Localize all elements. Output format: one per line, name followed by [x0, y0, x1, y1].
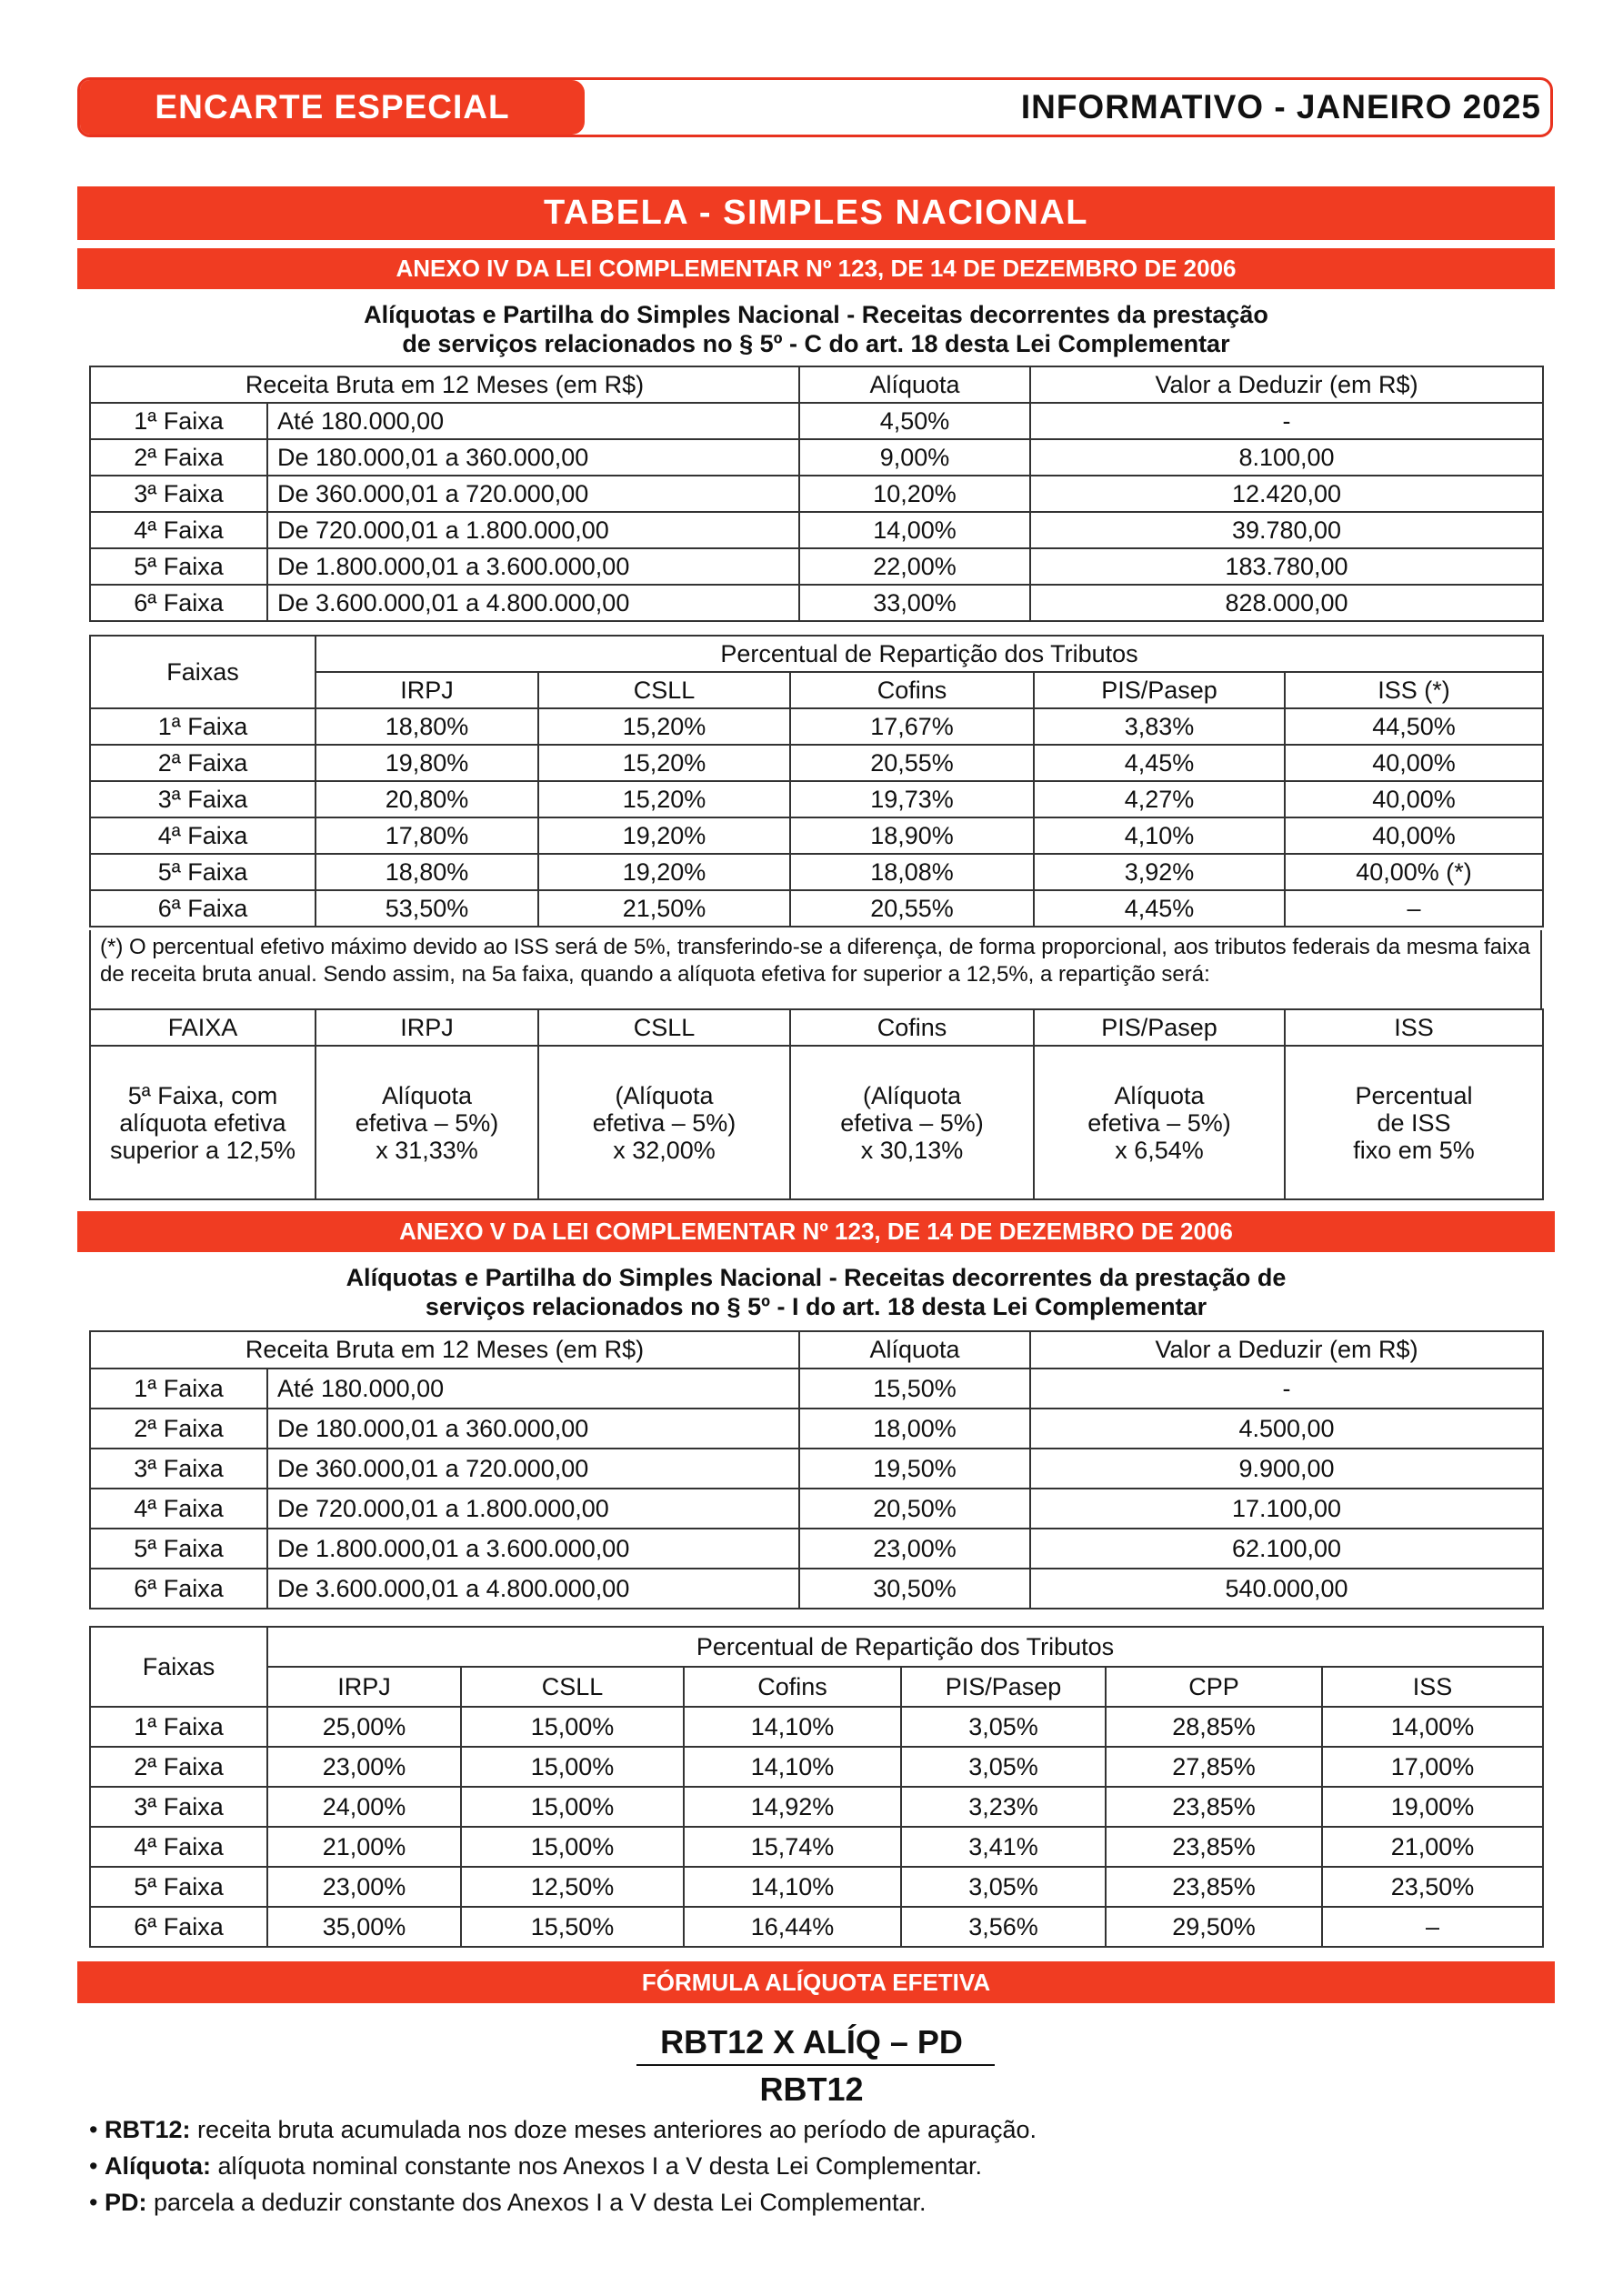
- percent-cell: 3,05%: [901, 1867, 1106, 1907]
- percent-cell: 19,20%: [538, 817, 790, 854]
- header-informativo-label: INFORMATIVO - JANEIRO 2025: [1020, 88, 1541, 125]
- anexo5-subtitle: [77, 1263, 1555, 1321]
- faixa-label: 5ª Faixa: [90, 1867, 267, 1907]
- col-header-pispasep: PIS/Pasep: [1034, 672, 1285, 708]
- col-header-irpj: IRPJ: [316, 1009, 538, 1046]
- faixa5-cell-line: alíquota efetiva: [119, 1108, 286, 1137]
- percent-cell: 20,55%: [790, 745, 1034, 781]
- percent-cell: 19,73%: [790, 781, 1034, 817]
- receita-range: De 720.000,01 a 1.800.000,00: [267, 512, 799, 548]
- bullet: •: [89, 2152, 105, 2180]
- table-row: [90, 708, 1543, 745]
- table-header-row: [90, 366, 1543, 403]
- faixa-label: 3ª Faixa: [90, 1787, 267, 1827]
- percent-cell: 40,00%: [1285, 781, 1543, 817]
- anexo4-subtitle-line1: Alíquotas e Partilha do Simples Nacional - Receitas decorrentes da prestação: [364, 301, 1268, 328]
- faixa5-cell-line: efetiva – 5%): [355, 1108, 499, 1137]
- col-header-group: Percentual de Repartição dos Tributos: [267, 1627, 1543, 1667]
- table-row: [90, 1409, 1543, 1449]
- percent-cell: –: [1285, 890, 1543, 927]
- percent-cell: 18,90%: [790, 817, 1034, 854]
- col-header-receita: Receita Bruta em 12 Meses (em R$): [90, 1331, 799, 1369]
- percent-cell: 15,20%: [538, 708, 790, 745]
- faixa5-cell-line: (Alíquota: [615, 1081, 714, 1109]
- faixa5-cell-line: x 6,54%: [1115, 1136, 1204, 1164]
- definition-term: Alíquota:: [104, 2152, 211, 2180]
- table-header-row: [90, 1627, 1543, 1667]
- table-row: [90, 1787, 1543, 1827]
- faixa-label: 4ª Faixa: [90, 1489, 267, 1529]
- aliquota-value: 9,00%: [799, 439, 1030, 476]
- definition-text: receita bruta acumulada nos doze meses anteriores ao período de apuração.: [190, 2116, 1037, 2143]
- definition-term: RBT12:: [104, 2116, 191, 2143]
- percent-cell: 15,00%: [461, 1827, 684, 1867]
- formula-definitions: [89, 2111, 1037, 2221]
- formula-numerator: RBT12 X ALÍQ – PD: [660, 2023, 963, 2060]
- percent-cell: 35,00%: [267, 1907, 461, 1947]
- faixa5-cell-line: Percentual: [1355, 1081, 1473, 1109]
- definition-text: alíquota nominal constante nos Anexos I a V desta Lei Complementar.: [210, 2152, 982, 2180]
- table-row: [90, 1747, 1543, 1787]
- faixa-label: 6ª Faixa: [90, 890, 316, 927]
- table-row: [90, 854, 1543, 890]
- col-header-iss: ISS: [1322, 1667, 1543, 1707]
- faixa5-cell-line: x 30,13%: [860, 1136, 964, 1164]
- col-header-irpj: IRPJ: [267, 1667, 461, 1707]
- percent-cell: 17,80%: [316, 817, 538, 854]
- percent-cell: 29,50%: [1106, 1907, 1322, 1947]
- aliquota-value: 20,50%: [799, 1489, 1030, 1529]
- percent-cell: 3,41%: [901, 1827, 1106, 1867]
- percent-cell: 15,50%: [461, 1907, 684, 1947]
- percent-cell: 14,00%: [1322, 1707, 1543, 1747]
- faixa5-cell-line: fixo em 5%: [1353, 1136, 1475, 1164]
- percent-cell: 15,00%: [461, 1787, 684, 1827]
- receita-range: De 3.600.000,01 a 4.800.000,00: [267, 585, 799, 621]
- definition-item: [89, 2111, 1037, 2148]
- percent-cell: 3,23%: [901, 1787, 1106, 1827]
- faixa5-cell-line: (Alíquota: [862, 1081, 962, 1109]
- faixa-label: 6ª Faixa: [90, 1907, 267, 1947]
- anexo4-subtitle-line2: de serviços relacionados no § 5º - C do art. 18 desta Lei Complementar: [402, 330, 1230, 357]
- percent-cell: 28,85%: [1106, 1707, 1322, 1747]
- table-row: [90, 781, 1543, 817]
- valor-deduzir-value: 4.500,00: [1030, 1409, 1543, 1449]
- receita-range: Até 180.000,00: [267, 403, 799, 439]
- definition-item: [89, 2148, 1037, 2184]
- faixa5-cell-line: efetiva – 5%): [1087, 1108, 1231, 1137]
- receita-range: De 1.800.000,01 a 3.600.000,00: [267, 548, 799, 585]
- col-header-receita: Receita Bruta em 12 Meses (em R$): [90, 366, 799, 403]
- percent-cell: 3,05%: [901, 1747, 1106, 1787]
- faixa5-cell: [1034, 1046, 1285, 1199]
- table-header-row: [90, 1331, 1543, 1369]
- faixa-label: 1ª Faixa: [90, 1369, 267, 1409]
- percent-cell: 16,44%: [684, 1907, 901, 1947]
- percent-cell: 21,50%: [538, 890, 790, 927]
- header-encarte-label: ENCARTE ESPECIAL: [80, 80, 585, 135]
- percent-cell: 18,80%: [316, 708, 538, 745]
- percent-cell: 20,80%: [316, 781, 538, 817]
- percent-cell: 12,50%: [461, 1867, 684, 1907]
- table-header-row: [90, 1009, 1543, 1046]
- percent-cell: 40,00%: [1285, 745, 1543, 781]
- faixa5-cell-line: Alíquota: [1114, 1081, 1205, 1109]
- table-row: [90, 548, 1543, 585]
- percent-cell: 40,00%: [1285, 817, 1543, 854]
- table-header-row: [90, 636, 1543, 672]
- table-row: [90, 1907, 1543, 1947]
- valor-deduzir-value: 39.780,00: [1030, 512, 1543, 548]
- percent-cell: 14,92%: [684, 1787, 901, 1827]
- aliquota-value: 14,00%: [799, 512, 1030, 548]
- percent-cell: 3,92%: [1034, 854, 1285, 890]
- faixa-label: 5ª Faixa: [90, 548, 267, 585]
- anexo5-subtitle-line1: Alíquotas e Partilha do Simples Nacional - Receitas decorrentes da prestação de: [346, 1264, 1287, 1291]
- anexo5-rates-table: [89, 1330, 1544, 1609]
- valor-deduzir-value: 828.000,00: [1030, 585, 1543, 621]
- table-row: [90, 476, 1543, 512]
- aliquota-value: 19,50%: [799, 1449, 1030, 1489]
- percent-cell: 4,10%: [1034, 817, 1285, 854]
- bullet: •: [89, 2116, 105, 2143]
- faixa-label: 6ª Faixa: [90, 585, 267, 621]
- percent-cell: 14,10%: [684, 1867, 901, 1907]
- percent-cell: 4,45%: [1034, 745, 1285, 781]
- percent-cell: 18,80%: [316, 854, 538, 890]
- table-row: [90, 1867, 1543, 1907]
- page-header: [77, 77, 1553, 137]
- faixa-label: 3ª Faixa: [90, 781, 316, 817]
- col-header-aliquota: Alíquota: [799, 366, 1030, 403]
- col-header-irpj: IRPJ: [316, 672, 538, 708]
- aliquota-value: 18,00%: [799, 1409, 1030, 1449]
- faixa5-cell: [538, 1046, 790, 1199]
- faixa5-cell-line: 5ª Faixa, com: [127, 1081, 278, 1109]
- definition-text: parcela a deduzir constante dos Anexos I a V desta Lei Complementar.: [146, 2189, 927, 2216]
- percent-cell: 53,50%: [316, 890, 538, 927]
- formula-denominator: RBT12: [759, 2070, 864, 2108]
- valor-deduzir-value: 183.780,00: [1030, 548, 1543, 585]
- faixa-label: 2ª Faixa: [90, 745, 316, 781]
- receita-range: De 360.000,01 a 720.000,00: [267, 476, 799, 512]
- faixa5-cell-line: x 32,00%: [613, 1136, 716, 1164]
- col-header-faixas: Faixas: [90, 1627, 267, 1707]
- aliquota-value: 23,00%: [799, 1529, 1030, 1569]
- faixa-label: 2ª Faixa: [90, 1747, 267, 1787]
- table-row: [90, 1529, 1543, 1569]
- faixa5-cell-line: de ISS: [1377, 1108, 1451, 1137]
- percent-cell: 17,67%: [790, 708, 1034, 745]
- percent-cell: 20,55%: [790, 890, 1034, 927]
- table-subheader-row: [90, 1667, 1543, 1707]
- col-header-valor-deduzir: Valor a Deduzir (em R$): [1030, 1331, 1543, 1369]
- faixa5-cell: [90, 1046, 316, 1199]
- anexo5-subtitle-line2: serviços relacionados no § 5º - I do art. 18 desta Lei Complementar: [425, 1293, 1207, 1320]
- anexo5-split-table: [89, 1626, 1544, 1948]
- percent-cell: 21,00%: [1322, 1827, 1543, 1867]
- receita-range: De 3.600.000,01 a 4.800.000,00: [267, 1569, 799, 1609]
- main-title: TABELA - SIMPLES NACIONAL: [77, 186, 1555, 240]
- valor-deduzir-value: 12.420,00: [1030, 476, 1543, 512]
- faixa-label: 6ª Faixa: [90, 1569, 267, 1609]
- anexo4-band: ANEXO IV DA LEI COMPLEMENTAR Nº 123, DE 14 DE DEZEMBRO DE 2006: [77, 248, 1555, 289]
- valor-deduzir-value: 62.100,00: [1030, 1529, 1543, 1569]
- table-row: [90, 439, 1543, 476]
- iss-footnote: (*) O percentual efetivo máximo devido ao ISS será de 5%, transferindo-se a diferença, de forma proporcional, aos tributos federais da mesma faixa de receita bruta anual. Sendo assim, na 5a faixa, quando a alíquota efetiva for superior a 12,5%, a repartição será:: [89, 930, 1542, 1008]
- percent-cell: 19,80%: [316, 745, 538, 781]
- col-header-cpp: CPP: [1106, 1667, 1322, 1707]
- receita-range: De 180.000,01 a 360.000,00: [267, 439, 799, 476]
- percent-cell: 15,20%: [538, 781, 790, 817]
- percent-cell: 3,05%: [901, 1707, 1106, 1747]
- aliquota-value: 15,50%: [799, 1369, 1030, 1409]
- col-header-cofins: Cofins: [790, 1009, 1034, 1046]
- aliquota-value: 10,20%: [799, 476, 1030, 512]
- faixa-label: 4ª Faixa: [90, 512, 267, 548]
- percent-cell: –: [1322, 1907, 1543, 1947]
- valor-deduzir-value: 9.900,00: [1030, 1449, 1543, 1489]
- percent-cell: 15,00%: [461, 1707, 684, 1747]
- percent-cell: 15,74%: [684, 1827, 901, 1867]
- faixa-label: 3ª Faixa: [90, 1449, 267, 1489]
- faixa-label: 5ª Faixa: [90, 1529, 267, 1569]
- faixa5-cell-line: efetiva – 5%): [592, 1108, 736, 1137]
- col-header-csll: CSLL: [538, 672, 790, 708]
- percent-cell: 23,85%: [1106, 1867, 1322, 1907]
- anexo4-rates-table: [89, 366, 1544, 622]
- receita-range: De 180.000,01 a 360.000,00: [267, 1409, 799, 1449]
- percent-cell: 4,27%: [1034, 781, 1285, 817]
- faixa-label: 1ª Faixa: [90, 403, 267, 439]
- table-row: [90, 890, 1543, 927]
- faixa-label: 2ª Faixa: [90, 439, 267, 476]
- table-row: [90, 1046, 1543, 1199]
- col-header-iss: ISS: [1285, 1009, 1543, 1046]
- col-header-pispasep: PIS/Pasep: [1034, 1009, 1285, 1046]
- faixa5-cell: [316, 1046, 538, 1199]
- table-row: [90, 1489, 1543, 1529]
- anexo5-band: ANEXO V DA LEI COMPLEMENTAR Nº 123, DE 14 DE DEZEMBRO DE 2006: [77, 1211, 1555, 1252]
- faixa5-cell-line: efetiva – 5%): [840, 1108, 984, 1137]
- col-header-faixas: Faixas: [90, 636, 316, 708]
- receita-range: De 720.000,01 a 1.800.000,00: [267, 1489, 799, 1529]
- table-row: [90, 1369, 1543, 1409]
- percent-cell: 40,00% (*): [1285, 854, 1543, 890]
- col-header-csll: CSLL: [461, 1667, 684, 1707]
- faixa5-cell: [1285, 1046, 1543, 1199]
- percent-cell: 19,20%: [538, 854, 790, 890]
- anexo4-subtitle: [77, 300, 1555, 358]
- valor-deduzir-value: -: [1030, 403, 1543, 439]
- percent-cell: 18,08%: [790, 854, 1034, 890]
- valor-deduzir-value: 17.100,00: [1030, 1489, 1543, 1529]
- receita-range: De 360.000,01 a 720.000,00: [267, 1449, 799, 1489]
- percent-cell: 24,00%: [267, 1787, 461, 1827]
- percent-cell: 17,00%: [1322, 1747, 1543, 1787]
- aliquota-value: 4,50%: [799, 403, 1030, 439]
- table-row: [90, 585, 1543, 621]
- aliquota-value: 22,00%: [799, 548, 1030, 585]
- formula-fraction-line: [636, 2064, 995, 2066]
- col-header-group: Percentual de Repartição dos Tributos: [316, 636, 1543, 672]
- faixa-label: 5ª Faixa: [90, 854, 316, 890]
- valor-deduzir-value: 8.100,00: [1030, 439, 1543, 476]
- table-row: [90, 403, 1543, 439]
- percent-cell: 15,00%: [461, 1747, 684, 1787]
- table-row: [90, 745, 1543, 781]
- anexo4-split-table: [89, 635, 1544, 927]
- percent-cell: 23,50%: [1322, 1867, 1543, 1907]
- faixa5-cell-line: x 31,33%: [376, 1136, 478, 1164]
- table-row: [90, 1707, 1543, 1747]
- percent-cell: 23,00%: [267, 1867, 461, 1907]
- faixa-label: 2ª Faixa: [90, 1409, 267, 1449]
- faixa-label: 3ª Faixa: [90, 476, 267, 512]
- col-header-csll: CSLL: [538, 1009, 790, 1046]
- col-header-cofins: Cofins: [684, 1667, 901, 1707]
- col-header-iss: ISS (*): [1285, 672, 1543, 708]
- percent-cell: 23,85%: [1106, 1827, 1322, 1867]
- table-row: [90, 817, 1543, 854]
- faixa5-cell-line: Alíquota: [381, 1081, 473, 1109]
- col-header-valor-deduzir: Valor a Deduzir (em R$): [1030, 366, 1543, 403]
- percent-cell: 3,83%: [1034, 708, 1285, 745]
- percent-cell: 25,00%: [267, 1707, 461, 1747]
- col-header-pispasep: PIS/Pasep: [901, 1667, 1106, 1707]
- percent-cell: 3,56%: [901, 1907, 1106, 1947]
- faixa-label: 4ª Faixa: [90, 1827, 267, 1867]
- valor-deduzir-value: -: [1030, 1369, 1543, 1409]
- faixa-label: 1ª Faixa: [90, 708, 316, 745]
- percent-cell: 21,00%: [267, 1827, 461, 1867]
- formula-band: FÓRMULA ALÍQUOTA EFETIVA: [77, 1961, 1555, 2003]
- receita-range: Até 180.000,00: [267, 1369, 799, 1409]
- percent-cell: 4,45%: [1034, 890, 1285, 927]
- definition-item: [89, 2184, 1037, 2221]
- col-header-aliquota: Alíquota: [799, 1331, 1030, 1369]
- faixa-label: 4ª Faixa: [90, 817, 316, 854]
- aliquota-value: 30,50%: [799, 1569, 1030, 1609]
- percent-cell: 44,50%: [1285, 708, 1543, 745]
- receita-range: De 1.800.000,01 a 3.600.000,00: [267, 1529, 799, 1569]
- table-row: [90, 1569, 1543, 1609]
- bullet: •: [89, 2189, 105, 2216]
- table-row: [90, 1449, 1543, 1489]
- percent-cell: 19,00%: [1322, 1787, 1543, 1827]
- col-header-cofins: Cofins: [790, 672, 1034, 708]
- percent-cell: 27,85%: [1106, 1747, 1322, 1787]
- anexo4-faixa5-table: [89, 1008, 1544, 1200]
- definition-term: PD:: [104, 2189, 147, 2216]
- percent-cell: 14,10%: [684, 1707, 901, 1747]
- faixa5-cell: [790, 1046, 1034, 1199]
- table-row: [90, 512, 1543, 548]
- percent-cell: 23,85%: [1106, 1787, 1322, 1827]
- faixa-label: 1ª Faixa: [90, 1707, 267, 1747]
- valor-deduzir-value: 540.000,00: [1030, 1569, 1543, 1609]
- percent-cell: 15,20%: [538, 745, 790, 781]
- table-row: [90, 1827, 1543, 1867]
- percent-cell: 14,10%: [684, 1747, 901, 1787]
- percent-cell: 23,00%: [267, 1747, 461, 1787]
- faixa5-cell-line: superior a 12,5%: [109, 1136, 296, 1164]
- col-header-faixa: FAIXA: [90, 1009, 316, 1046]
- aliquota-value: 33,00%: [799, 585, 1030, 621]
